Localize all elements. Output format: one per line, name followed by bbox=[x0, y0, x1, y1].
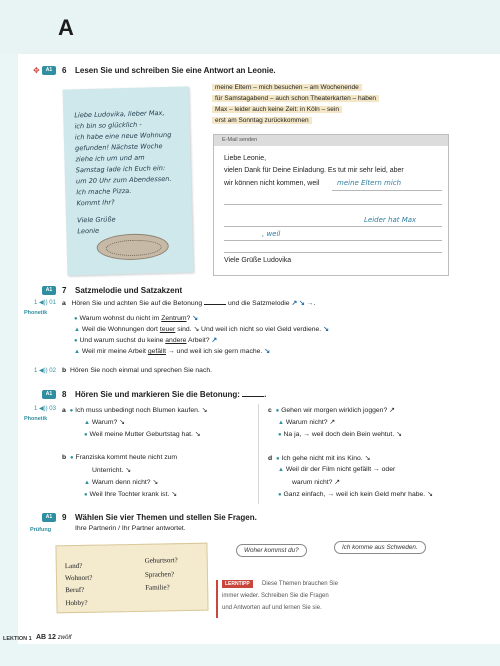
topic-card: Wohnort? bbox=[64, 573, 93, 583]
write-line[interactable] bbox=[224, 204, 442, 205]
page-word: zwölf bbox=[57, 635, 72, 641]
intonation-arrow: ↘ bbox=[264, 348, 270, 355]
intonation-arrow: ↘ bbox=[323, 326, 329, 333]
exercise-9-subtitle: Ihre Partnerin / Ihr Partner antwortet. bbox=[75, 525, 186, 532]
line-text: → und weil ich sie gern mache. bbox=[165, 348, 263, 355]
item-label: d bbox=[268, 455, 273, 462]
line-text: Warum denn nicht? ↘ bbox=[91, 479, 159, 486]
instruction-part: und die Satzmelodie bbox=[227, 300, 290, 307]
topic-card: Hobby? bbox=[65, 598, 88, 608]
column-divider bbox=[258, 404, 259, 504]
email-closing: Viele Grüße Ludovika bbox=[224, 257, 292, 264]
header-band bbox=[0, 0, 500, 54]
bullet-circle-icon: ● bbox=[278, 492, 282, 498]
line-text: Weil Ihre Tochter krank ist. ↘ bbox=[89, 491, 177, 498]
email-greeting: Liebe Leonie, bbox=[224, 155, 267, 162]
note-line: gefunden! Nächste Woche bbox=[75, 142, 163, 153]
write-line[interactable] bbox=[224, 252, 442, 253]
tip-line: immer wieder. Schreiben Sie die Fragen bbox=[222, 593, 329, 599]
line-text: sind. ↘ Und weil ich nicht so viel Geld verdiene. bbox=[175, 326, 322, 333]
bullet-circle-icon: ● bbox=[84, 432, 88, 438]
stressed-word: andere bbox=[165, 337, 187, 344]
line-text: Unterricht. ↘ bbox=[92, 467, 131, 474]
bullet-triangle-icon: ▲ bbox=[84, 420, 90, 426]
line-text: Warum wohnst du nicht im bbox=[79, 315, 162, 322]
intonation-arrow: ↘ bbox=[192, 315, 198, 322]
exercise-9-number: 9 bbox=[62, 513, 67, 522]
exercise-7-badge: A1 bbox=[42, 286, 56, 295]
stressed-word: gefällt bbox=[147, 348, 166, 355]
intonation-arrows: ↗ ↘ → bbox=[291, 300, 314, 307]
line-text: Na ja, → weil doch dein Bein wehtut. ↘ bbox=[283, 431, 402, 438]
exercise-7-number: 7 bbox=[62, 286, 67, 295]
bullet-triangle-icon: ▲ bbox=[74, 327, 80, 333]
item-d-line bbox=[278, 466, 395, 473]
line-text: Weil meine Mutter Geburtstag hat. ↘ bbox=[89, 431, 201, 438]
bullet-triangle-icon: ▲ bbox=[74, 349, 80, 355]
tip-line bbox=[262, 581, 338, 587]
line-text: Warum? ↘ bbox=[91, 419, 125, 426]
stress-blank bbox=[204, 299, 226, 305]
bullet-circle-icon: ● bbox=[275, 456, 280, 462]
line-text: ? bbox=[186, 315, 191, 322]
note-line: Leonie bbox=[77, 226, 100, 236]
email-handwritten-answer: Leider hat Max bbox=[364, 216, 417, 224]
email-text-line: wir können nicht kommen, weil bbox=[224, 180, 320, 187]
item-a-line bbox=[84, 430, 200, 438]
phonetik-label: Phonetik bbox=[24, 416, 48, 422]
line-text: Gehen wir morgen wirklich joggen? ↗ bbox=[281, 407, 395, 414]
exercise-6-title: Lesen Sie und schreiben Sie eine Antwort an Leonie. bbox=[75, 66, 276, 75]
item-label: b bbox=[62, 454, 67, 461]
tip-text: Diese Themen brauchen Sie bbox=[262, 581, 338, 587]
item-d-line bbox=[278, 490, 433, 498]
item-b-line bbox=[84, 490, 177, 498]
stressed-word: Zentrum bbox=[161, 315, 187, 322]
instruction-text: Hören Sie noch einmal und sprechen Sie nach. bbox=[69, 367, 213, 374]
email-handwritten-answer: , weil bbox=[262, 230, 281, 238]
pizza-illustration bbox=[96, 233, 169, 261]
line-text: Ich muss unbedingt noch Blumen kaufen. ↘ bbox=[75, 407, 208, 414]
phrase-item: Max – leider auch keine Zeit: in Köln – sein bbox=[212, 106, 342, 113]
line-text: Und warum suchst du keine bbox=[79, 337, 166, 344]
exercise-9-badge: A1 bbox=[42, 513, 56, 522]
bullet-circle-icon: ● bbox=[69, 408, 74, 414]
exercise-6-badge: A1 bbox=[42, 66, 56, 75]
email-form bbox=[213, 134, 449, 276]
exercise-7a-instruction: a Hören Sie und achten Sie auf die Betonung und die Satzmelodie ↗ ↘ →. bbox=[62, 300, 316, 307]
dialogue-line bbox=[74, 347, 270, 355]
email-text-line: vielen Dank für Deine Einladung. Es tut mir sehr leid, aber bbox=[224, 167, 404, 174]
footer-band bbox=[0, 644, 500, 666]
bullet-triangle-icon: ▲ bbox=[278, 467, 284, 473]
stressed-word: teuer bbox=[159, 326, 176, 333]
phrase-item: für Samstagabend – auch schon Theaterkarten – haben bbox=[212, 95, 379, 102]
tip-line: und Antworten auf und lernen Sie sie. bbox=[222, 605, 322, 611]
item-label: c bbox=[268, 407, 272, 414]
write-line[interactable] bbox=[224, 226, 442, 227]
note-line: Liebe Ludovika, lieber Max, bbox=[74, 109, 165, 120]
note-line: Viele Grüße bbox=[76, 215, 116, 225]
audio-track-02[interactable]: 1 ◀)) 02 bbox=[34, 368, 56, 374]
footer-page bbox=[36, 634, 71, 641]
exercise-8-number: 8 bbox=[62, 390, 67, 399]
phrase-list bbox=[212, 84, 430, 132]
note-line: Ich mache Pizza. bbox=[76, 186, 132, 197]
line-text: Warum nicht? ↗ bbox=[285, 419, 336, 426]
section-letter: A bbox=[58, 15, 74, 40]
item-label: b bbox=[62, 367, 67, 374]
item-d-line bbox=[292, 478, 340, 486]
item-label: a bbox=[62, 300, 66, 307]
exercise-9-title: Wählen Sie vier Themen und stellen Sie Fragen. bbox=[75, 513, 257, 522]
dialogue-line bbox=[74, 314, 198, 322]
phrase-item: erst am Sonntag zurückkommen bbox=[212, 117, 312, 124]
phrase-item: meine Eltern – mich besuchen – am Wochenende bbox=[212, 84, 362, 91]
audio-track-03[interactable]: 1 ◀)) 03 bbox=[34, 406, 56, 412]
item-d-line bbox=[268, 454, 370, 462]
line-text: Weil mir meine Arbeit bbox=[81, 348, 148, 355]
item-b-line bbox=[62, 454, 177, 461]
bullet-triangle-icon: ▲ bbox=[84, 480, 90, 486]
email-header: E-Mail senden bbox=[214, 135, 448, 146]
exercise-8-badge: A1 bbox=[42, 390, 56, 399]
instruction-part: Hören Sie und achten Sie auf die Betonung bbox=[71, 300, 203, 307]
exercise-7b-instruction bbox=[62, 367, 212, 374]
bullet-triangle-icon: ▲ bbox=[278, 420, 284, 426]
write-line[interactable] bbox=[224, 240, 442, 241]
note-line: Samstag lade ich Euch ein: bbox=[75, 164, 166, 175]
line-text: Weil dir der Film nicht gefällt → oder bbox=[285, 466, 396, 473]
bullet-circle-icon: ● bbox=[275, 408, 280, 414]
topic-card: Sprachen? bbox=[144, 570, 175, 579]
speech-bubble-question: Woher kommst du? bbox=[236, 544, 307, 557]
topic-card: Beruf? bbox=[65, 585, 85, 595]
topic-card: Geburtsort? bbox=[144, 556, 178, 565]
line-text: Weil die Wohnungen dort bbox=[81, 326, 160, 333]
intonation-arrow: ↗ bbox=[211, 337, 218, 344]
item-a-line bbox=[62, 406, 207, 414]
footer-lesson: LEKTION 1 bbox=[3, 636, 32, 642]
bullet-circle-icon: ● bbox=[69, 455, 74, 461]
bullet-circle-icon: ● bbox=[74, 316, 78, 322]
exercise-6-icon: ✥ bbox=[33, 66, 40, 75]
note-line: ich habe eine neue Wohnung bbox=[74, 130, 172, 142]
exercise-6-number: 6 bbox=[62, 66, 67, 75]
note-line: ich bin so glücklich - bbox=[74, 120, 142, 131]
learning-tip bbox=[216, 580, 394, 618]
write-line[interactable] bbox=[332, 190, 442, 191]
speech-bubble-answer: Ich komme aus Schweden. bbox=[334, 541, 426, 554]
item-b-line bbox=[92, 466, 131, 474]
dialogue-line bbox=[74, 336, 217, 344]
phonetik-label: Phonetik bbox=[24, 310, 48, 316]
bullet-circle-icon: ● bbox=[84, 492, 88, 498]
page-number: AB 12 bbox=[36, 634, 56, 641]
exercise-8-title: Hören Sie und markieren Sie die Betonung: . bbox=[75, 390, 267, 399]
item-a-line bbox=[84, 418, 125, 426]
item-b-line bbox=[84, 478, 158, 486]
stress-blank bbox=[242, 391, 264, 397]
invitation-note bbox=[63, 86, 194, 275]
exercise-7-title: Satzmelodie und Satzakzent bbox=[75, 286, 183, 295]
topic-card: Land? bbox=[64, 561, 83, 571]
item-c-line bbox=[278, 418, 335, 426]
email-handwritten-answer: meine Eltern mich bbox=[337, 179, 402, 187]
audio-track-01[interactable]: 1 ◀)) 01 bbox=[34, 300, 56, 306]
pruefung-label: Prüfung bbox=[30, 527, 52, 533]
topic-cards bbox=[55, 543, 208, 614]
topic-card: Familie? bbox=[145, 583, 170, 592]
item-c-line bbox=[268, 406, 395, 414]
line-text: Ich gehe nicht mit ins Kino. ↘ bbox=[281, 455, 371, 462]
item-label: a bbox=[62, 407, 66, 414]
bullet-circle-icon: ● bbox=[278, 432, 282, 438]
line-text: warum nicht? ↗ bbox=[292, 479, 341, 486]
title-text: Hören Sie und markieren Sie die Betonung: bbox=[75, 390, 240, 399]
line-text: Ganz einfach, → weil ich kein Geld mehr habe. ↘ bbox=[283, 491, 433, 498]
note-line: Kommt Ihr? bbox=[76, 198, 115, 208]
line-text: Franziska kommt heute nicht zum bbox=[75, 454, 178, 461]
tip-tag: LERNTIPP bbox=[222, 580, 253, 588]
line-text: Arbeit? bbox=[186, 337, 210, 344]
left-margin-strip bbox=[0, 54, 18, 644]
note-line: ziehe ich um und am bbox=[75, 153, 145, 164]
item-c-line bbox=[278, 430, 402, 438]
dialogue-line bbox=[74, 325, 329, 333]
bullet-circle-icon: ● bbox=[74, 338, 78, 344]
note-line: um 20 Uhr zum Abendessen. bbox=[75, 174, 172, 186]
